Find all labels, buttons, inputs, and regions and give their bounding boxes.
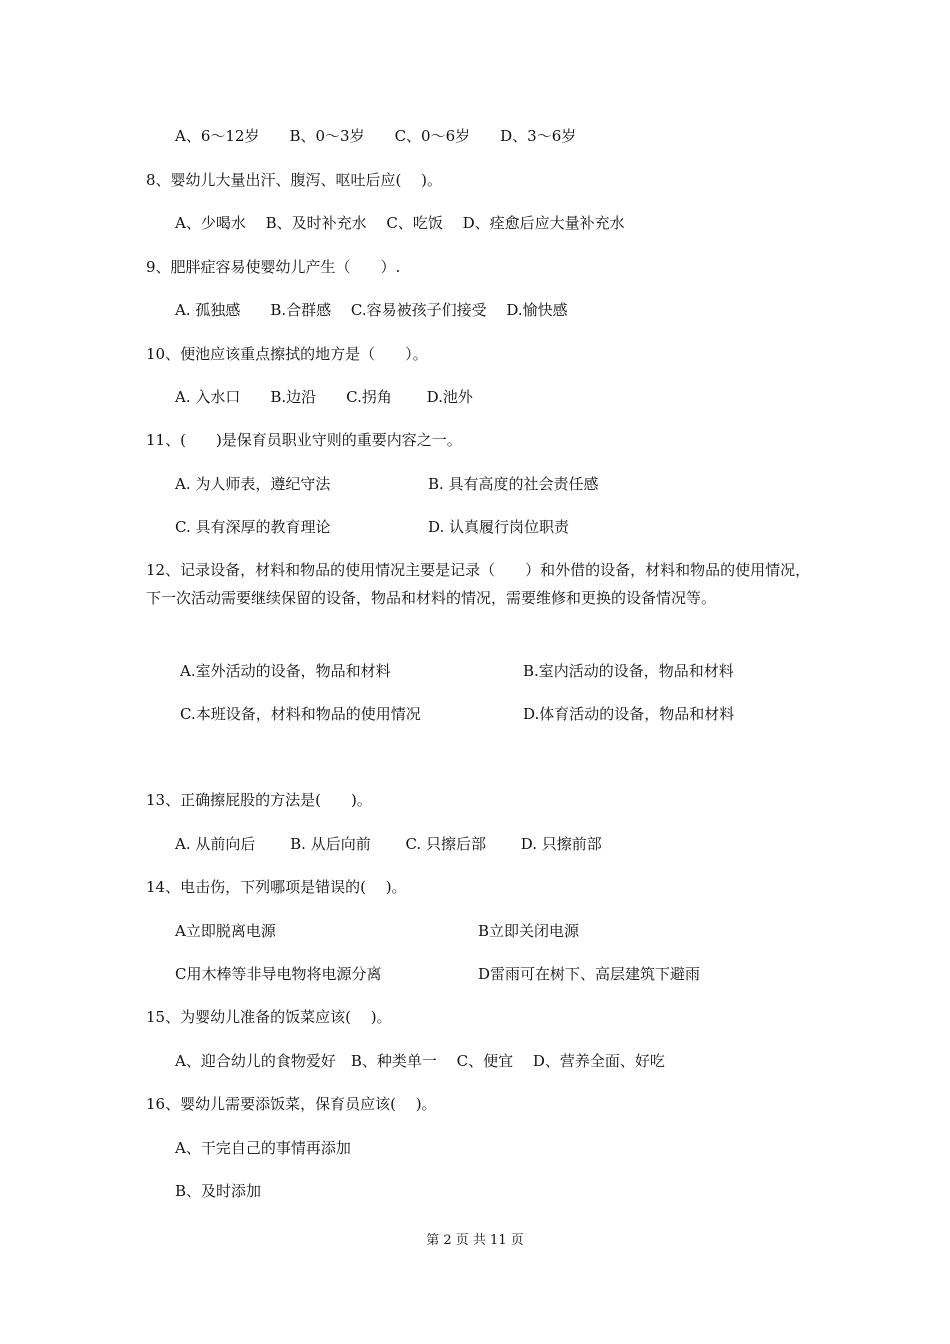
q9-options: A. 孤独感 B.合群感 C.容易被孩子们接受 D.愉快感 [175,301,568,319]
q12-option-a: A.室外活动的设备，物品和材料 [180,662,391,680]
q13-options: A. 从前向后 B. 从后向前 C. 只擦后部 D. 只擦前部 [175,835,602,853]
question-16: 16、婴幼儿需要添饭菜，保育员应该( )。 [146,1095,437,1113]
q12-option-d: D.体育活动的设备，物品和材料 [523,705,735,723]
question-9: 9、肥胖症容易使婴幼儿产生（ ）. [146,258,401,276]
q11-option-a: A. 为人师表，遵纪守法 [175,475,331,493]
q12-option-b: B.室内活动的设备，物品和材料 [523,662,734,680]
question-13: 13、正确擦屁股的方法是( )。 [146,791,372,809]
q11-option-d: D. 认真履行岗位职责 [428,518,570,536]
question-14: 14、电击伤，下列哪项是错误的( )。 [146,878,407,896]
q14-option-c: C用木棒等非导电物将电源分离 [175,965,382,983]
q7-options: A、6～12岁 B、0～3岁 C、0～6岁 D、3～6岁 [175,127,577,145]
question-11: 11、( )是保育员职业守则的重要内容之一。 [146,431,462,449]
question-8: 8、婴幼儿大量出汗、腹泻、呕吐后应( )。 [146,171,443,189]
q16-option-b: B、及时添加 [175,1182,262,1200]
q11-option-c: C. 具有深厚的教育理论 [175,518,331,536]
q16-option-a: A、干完自己的事情再添加 [175,1139,351,1157]
q10-options: A. 入水口 B.边沿 C.拐角 D.池外 [175,388,473,406]
q11-option-b: B. 具有高度的社会责任感 [428,475,599,493]
page-footer: 第 2 页 共 11 页 [426,1233,524,1248]
q8-options: A、少喝水 B、及时补充水 C、吃饭 D、痊愈后应大量补充水 [175,214,625,232]
question-12: 12、记录设备，材料和物品的使用情况主要是记录（ ）和外借的设备，材料和物品的使用情况，下一次活动需要继续保留的设备，物品和材料的情况，需要维修和更换的设备情况等。 [146,561,811,607]
q14-option-d: D雷雨可在树下、高层建筑下避雨 [478,965,701,983]
q15-options: A、迎合幼儿的食物爱好 B、种类单一 C、便宜 D、营养全面、好吃 [175,1052,665,1070]
question-15: 15、为婴幼儿准备的饭菜应该( )。 [146,1008,392,1026]
question-10: 10、便池应该重点擦拭的地方是（ ）。 [146,345,428,363]
q14-option-a: A立即脱离电源 [175,922,276,940]
q12-option-c: C.本班设备，材料和物品的使用情况 [180,705,421,723]
q14-option-b: B立即关闭电源 [478,922,580,940]
